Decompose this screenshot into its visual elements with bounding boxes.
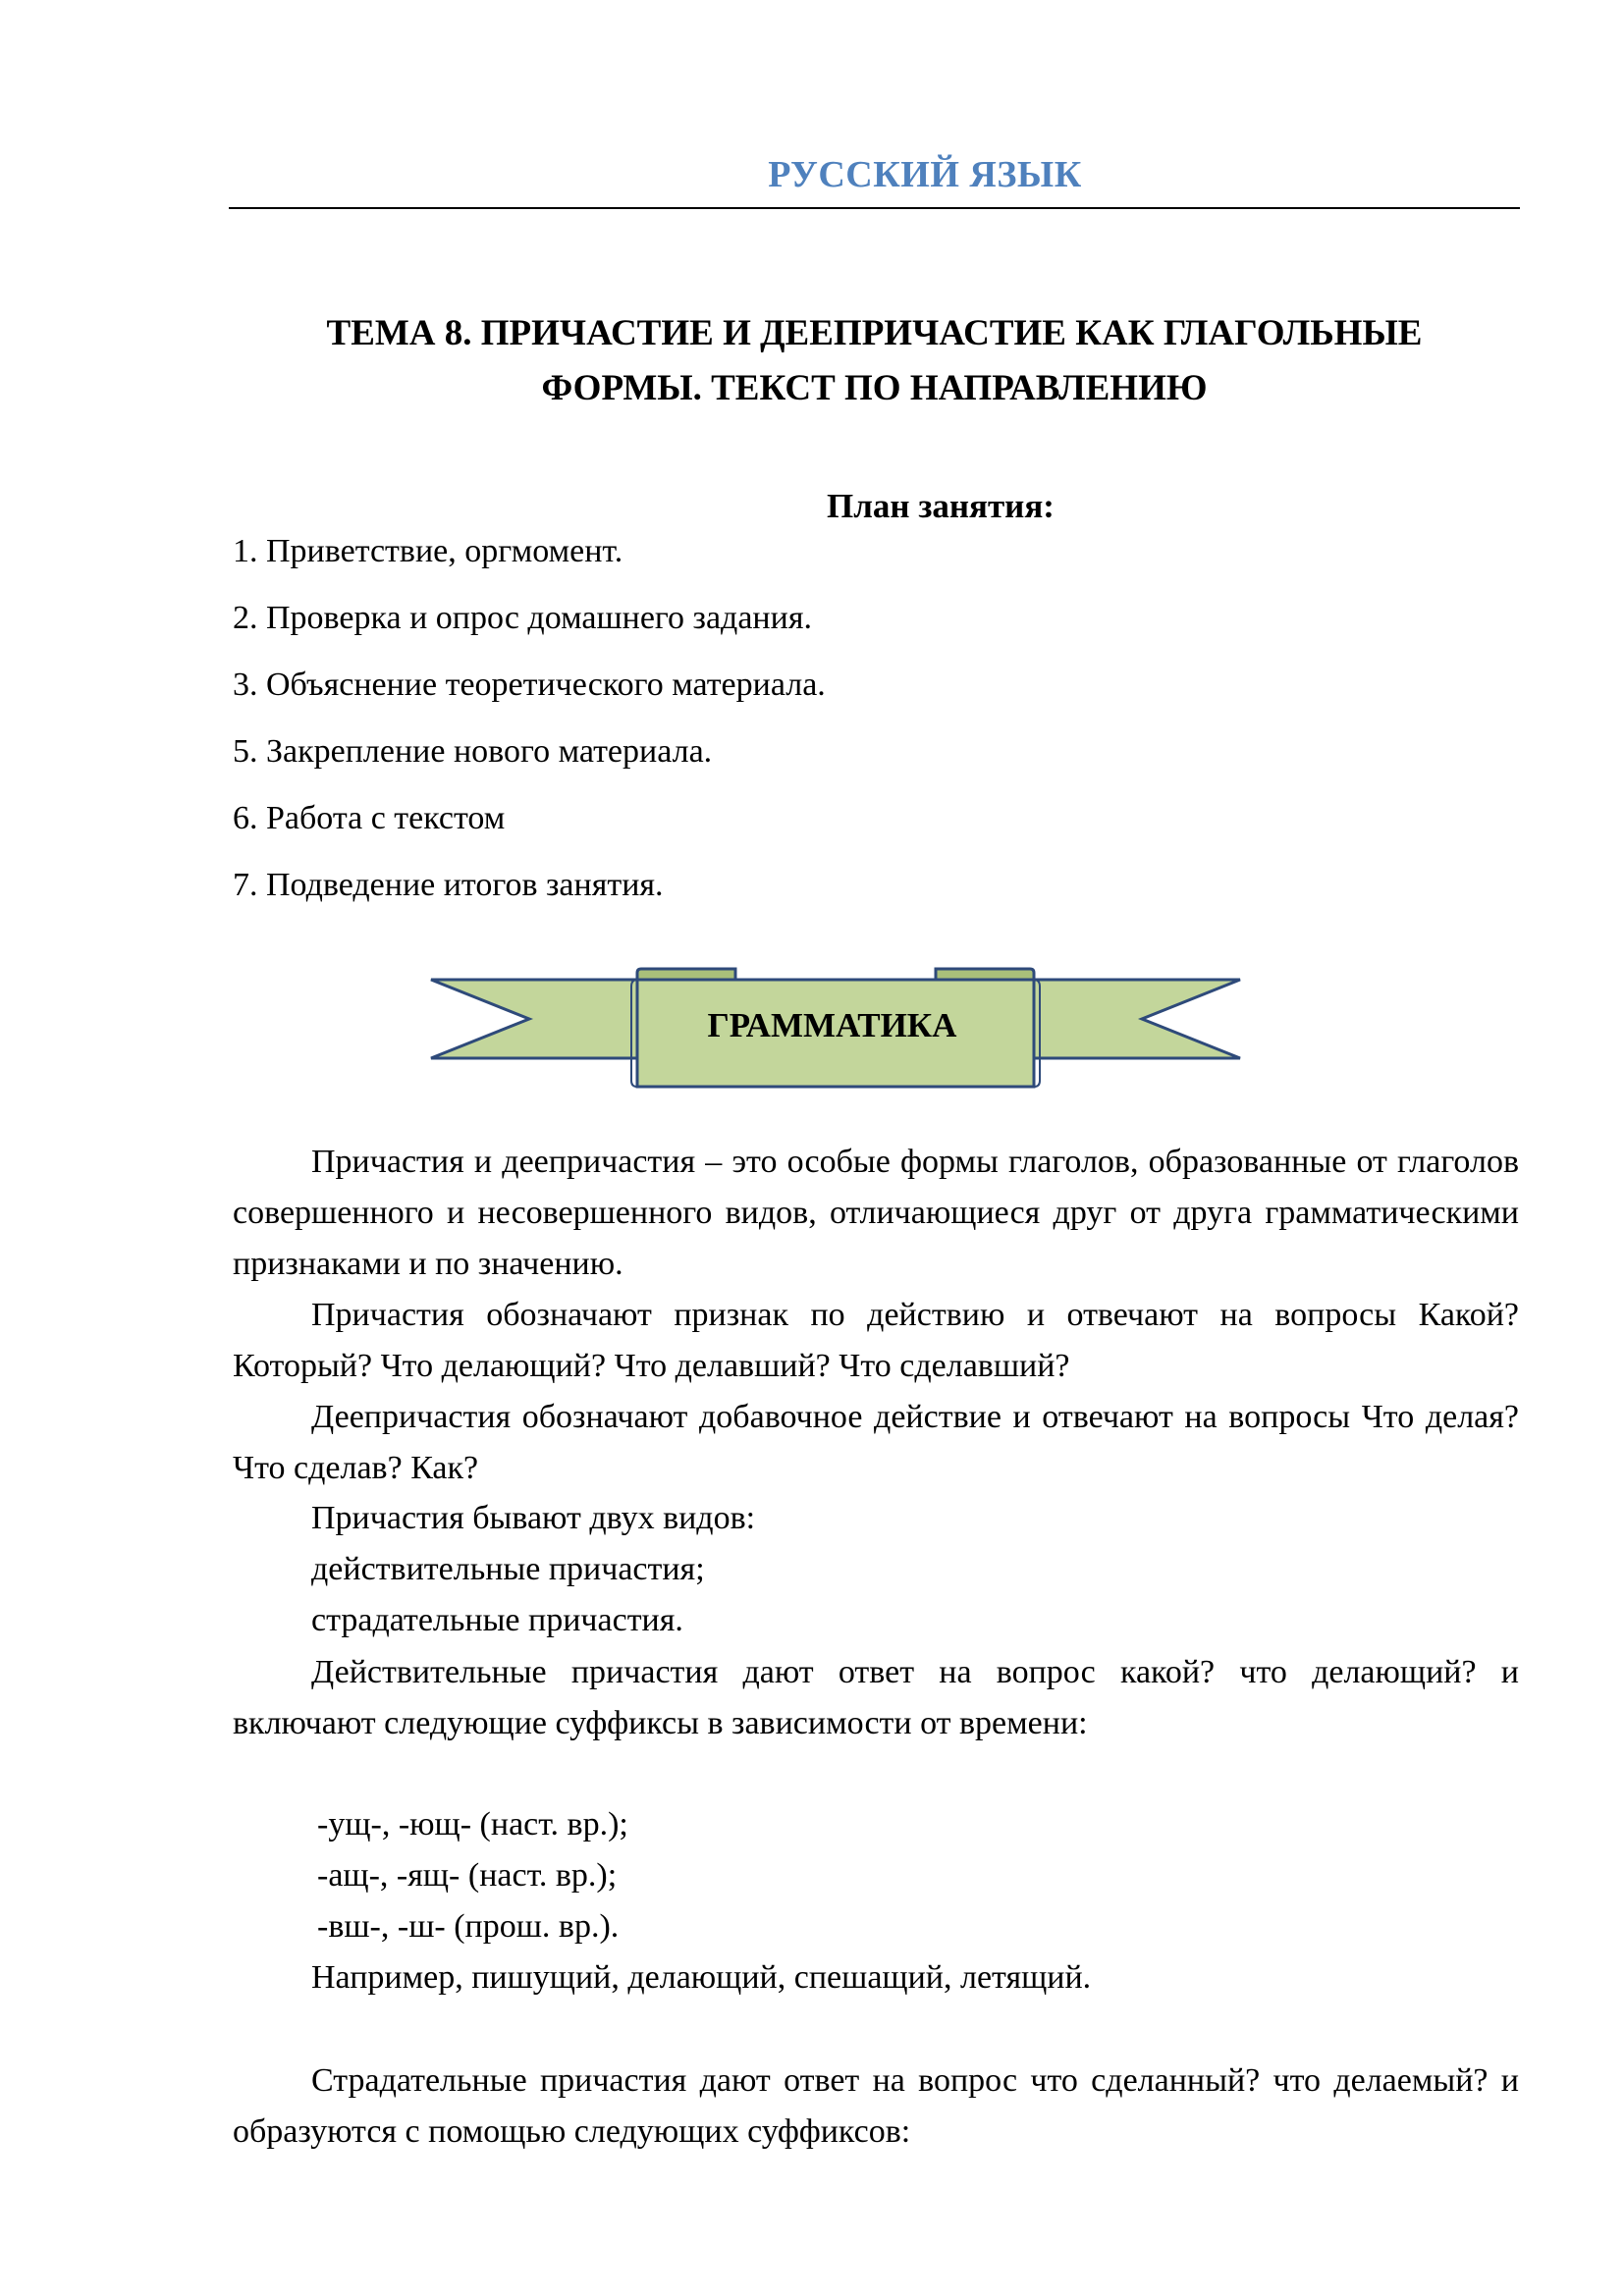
topic-title-line-2: ФОРМЫ. ТЕКСТ ПО НАПРАВЛЕНИЮ [541, 368, 1208, 408]
plan-title: План занятия: [827, 487, 1055, 525]
paragraph-active-participles: Действительные причастия дают ответ на вопрос какой? что делающий? и включают следующие суффиксы в зависимости от времени: [233, 1654, 1519, 1741]
plan-item: 5. Закрепление нового материала. [233, 733, 713, 770]
banner-label: ГРАММАТИКА [707, 1006, 957, 1044]
plan-item: 1. Приветствие, оргмомент. [233, 533, 623, 569]
text-line: страдательные причастия. [311, 1602, 683, 1638]
subject-header: РУССКИЙ ЯЗЫК [768, 154, 1082, 195]
paragraph-passive-participles: Страдательные причастия дают ответ на вопрос что сделанный? что делаемый? и образуются с помощью следующих суффиксов: [233, 2062, 1519, 2150]
plan-item: 7. Подведение итогов занятия. [233, 867, 664, 903]
plan-item: 3. Объяснение теоретического материала. [233, 667, 826, 703]
plan-item: 2. Проверка и опрос домашнего задания. [233, 600, 812, 636]
suffix-line: -вш-, -ш- (прош. вр.). [317, 1908, 620, 1945]
example-line: Например, пишущий, делающий, спешащий, летящий. [311, 1959, 1092, 1996]
paragraph-adverbial-participles: Деепричастия обозначают добавочное действие и отвечают на вопросы Что делая? Что сделав? Как? [233, 1399, 1519, 1486]
banner-left-fold [637, 969, 735, 980]
text-line: действительные причастия; [311, 1551, 705, 1587]
topic-title-line-1: ТЕМА 8. ПРИЧАСТИЕ И ДЕЕПРИЧАСТИЕ КАК ГЛАГОЛЬНЫЕ [326, 313, 1423, 353]
suffix-line: -ущ-, -ющ- (наст. вр.); [317, 1806, 628, 1842]
banner-right-fold [936, 969, 1034, 980]
text-line: Причастия бывают двух видов: [311, 1500, 756, 1536]
suffix-line: -ащ-, -ящ- (наст. вр.); [317, 1857, 618, 1894]
header-divider [229, 207, 1520, 209]
paragraph-definition: Причастия и деепричастия – это особые формы глаголов, образованные от глаголов совершенного и несовершенного видов, отличающиеся друг от друга грамматическими признаками и по значению. [233, 1144, 1519, 1282]
plan-item: 6. Работа с текстом [233, 800, 506, 836]
paragraph-participles: Причастия обозначают признак по действию и отвечают на вопросы Какой? Который? Что делающий? Что делавший? Что сделавший? [233, 1297, 1519, 1384]
